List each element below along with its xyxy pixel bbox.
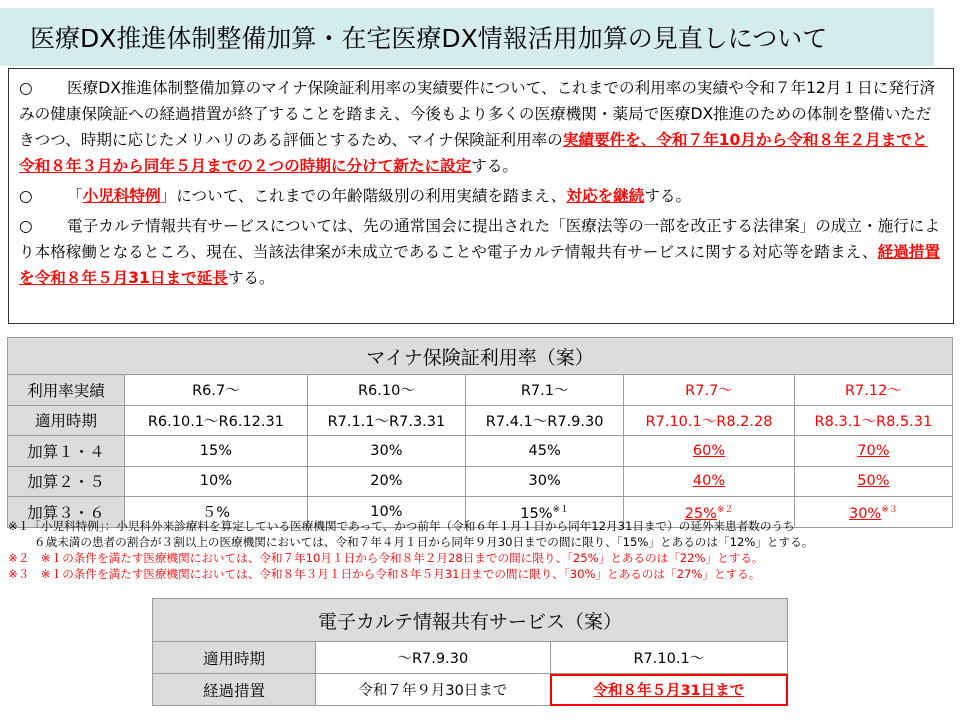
footnote-ref: ※２ <box>716 504 734 515</box>
bullet-1 <box>19 75 943 179</box>
row-label: 経過措置 <box>153 674 316 706</box>
page-title: 医療DX推進体制整備加算・在宅医療DX情報活用加算の見直しについて <box>30 24 828 53</box>
table-cell: 70% <box>794 436 952 467</box>
table-cell: R6.10.1～R6.12.31 <box>125 405 308 436</box>
footnote-2: ※２ ※１の条件を満たす医療機関においては、令和７年10月１日から令和８年２月28日までの間に限り、「25%」とあるのは「22%」とする。 <box>8 551 764 565</box>
footnote-ref: ※１ <box>552 504 570 515</box>
table-cell: R7.1.1～R7.3.31 <box>307 405 465 436</box>
bullet-2-text-2: 」について、これまでの年齢階級別の利用実績を踏まえ、 <box>160 187 567 205</box>
table-row <box>8 466 953 497</box>
table-cell: 40% <box>624 466 795 497</box>
bullet-1-end: する。 <box>471 157 519 175</box>
bullet-mark: ○ <box>19 217 33 235</box>
bullet-mark: ○ <box>19 79 33 97</box>
ehr-sharing-service-table <box>152 598 788 706</box>
table-cell: R6.10～ <box>307 375 465 406</box>
bullet-3 <box>19 213 943 291</box>
table-cell: 令和７年９月30日まで <box>316 674 551 706</box>
table-cell: 30% <box>466 466 624 497</box>
bullet-3-highlight: 経過措置を令和８年５月31日まで延長 <box>19 243 940 287</box>
bullet-3-end: する。 <box>227 269 275 287</box>
cell-value: 25% <box>684 505 717 522</box>
cell-value: 10% <box>370 503 403 520</box>
table-cell: R7.12～ <box>794 375 952 406</box>
row-label: 利用率実績 <box>8 375 125 406</box>
bullet-2-end: する。 <box>644 187 692 205</box>
table-cell: 20% <box>307 466 465 497</box>
cell-value: 15% <box>520 505 553 522</box>
table-row <box>8 436 953 467</box>
table-cell: R8.3.1～R8.5.31 <box>794 405 952 436</box>
table-cell: R7.7～ <box>624 375 795 406</box>
footnote-ref: ※３ <box>881 504 898 515</box>
table-cell: 15% <box>125 436 308 467</box>
row-label: 加算３・６ <box>8 497 125 528</box>
bullet-2-text: 「 <box>67 187 83 205</box>
bullet-2 <box>19 183 943 209</box>
table-cell: R7.10.1～R8.2.28 <box>624 405 795 436</box>
bullet-mark: ○ <box>19 187 33 205</box>
bullet-3-text: 電子カルテ情報共有サービスについては、先の通常国会に提出された「医療法等の一部を改正する法律案」の成立・施行により本格稼働となるところ、現在、当該法律案が未成立であることや電子カルテ情報共有サービスに関する対応等を踏まえ、 <box>19 217 940 261</box>
table-cell: 30% <box>307 436 465 467</box>
table-cell-highlight <box>550 674 787 706</box>
footnote-1-cont: ６歳未満の患者の割合が３割以上の医療機関においては、令和７年４月１日から同年９月30日までの間に限り、「15%」とあるのは「12%」とする。 <box>34 535 814 549</box>
summary-box <box>8 68 954 324</box>
bullet-2-highlight-2: 対応を継続 <box>566 187 645 205</box>
table-cell: 45% <box>466 436 624 467</box>
table-cell: 60% <box>624 436 795 467</box>
table-cell: ～R7.9.30 <box>316 642 551 674</box>
table-cell: 10% <box>125 466 308 497</box>
bullet-2-highlight-1: 小児科特例 <box>82 187 161 205</box>
table-cell: R6.7～ <box>125 375 308 406</box>
table-header: マイナ保険証利用率（案） <box>8 338 953 375</box>
bullet-1-text: 医療DX推進体制整備加算のマイナ保険証利用率の実績要件について、これまでの利用率の実績や令和７年12月１日に発行済みの健康保険証への経過措置が終了することを踏まえ、今後もより多くの医療機関・薬局で医療DX推進のための体制を整備いただきつつ、時期に応じたメリハリのある評価とするため、マイナ保険証利用率の <box>19 79 936 149</box>
table-row <box>8 405 953 436</box>
table-cell: R7.1～ <box>466 375 624 406</box>
table-cell: R7.10.1～ <box>550 642 787 674</box>
row-label: 適用時期 <box>153 642 316 674</box>
table-cell: R7.4.1～R7.9.30 <box>466 405 624 436</box>
table-cell: 50% <box>794 466 952 497</box>
table-header: 電子カルテ情報共有サービス（案） <box>153 599 788 642</box>
cell-value: 令和８年５月31日まで <box>593 683 745 699</box>
table-row <box>8 375 953 406</box>
footnote-1: ※１「小児科特例」：小児科外来診療料を算定している医療機関であって、かつ前年（令和６年１月１日から同年12月31日まで）の延外来患者数のうち <box>8 519 795 533</box>
cell-value: ５% <box>201 505 231 522</box>
row-label: 適用時期 <box>8 405 125 436</box>
table-row <box>153 674 788 706</box>
row-label: 加算１・４ <box>8 436 125 467</box>
footnote-3: ※３ ※１の条件を満たす医療機関においては、令和８年３月１日から令和８年５月31日までの間に限り、「30%」とあるのは「27%」とする。 <box>8 567 761 581</box>
table-row <box>153 642 788 674</box>
row-label: 加算２・５ <box>8 466 125 497</box>
cell-value: 30% <box>848 505 882 522</box>
title-bar <box>0 8 934 66</box>
my-number-card-rate-table <box>7 337 953 528</box>
bullet-1-highlight: 実績要件を、令和７年10月から令和８年２月までと令和８年３月から同年５月までの２つの時期に分けて新たに設定 <box>19 131 928 175</box>
footnotes <box>8 518 958 582</box>
